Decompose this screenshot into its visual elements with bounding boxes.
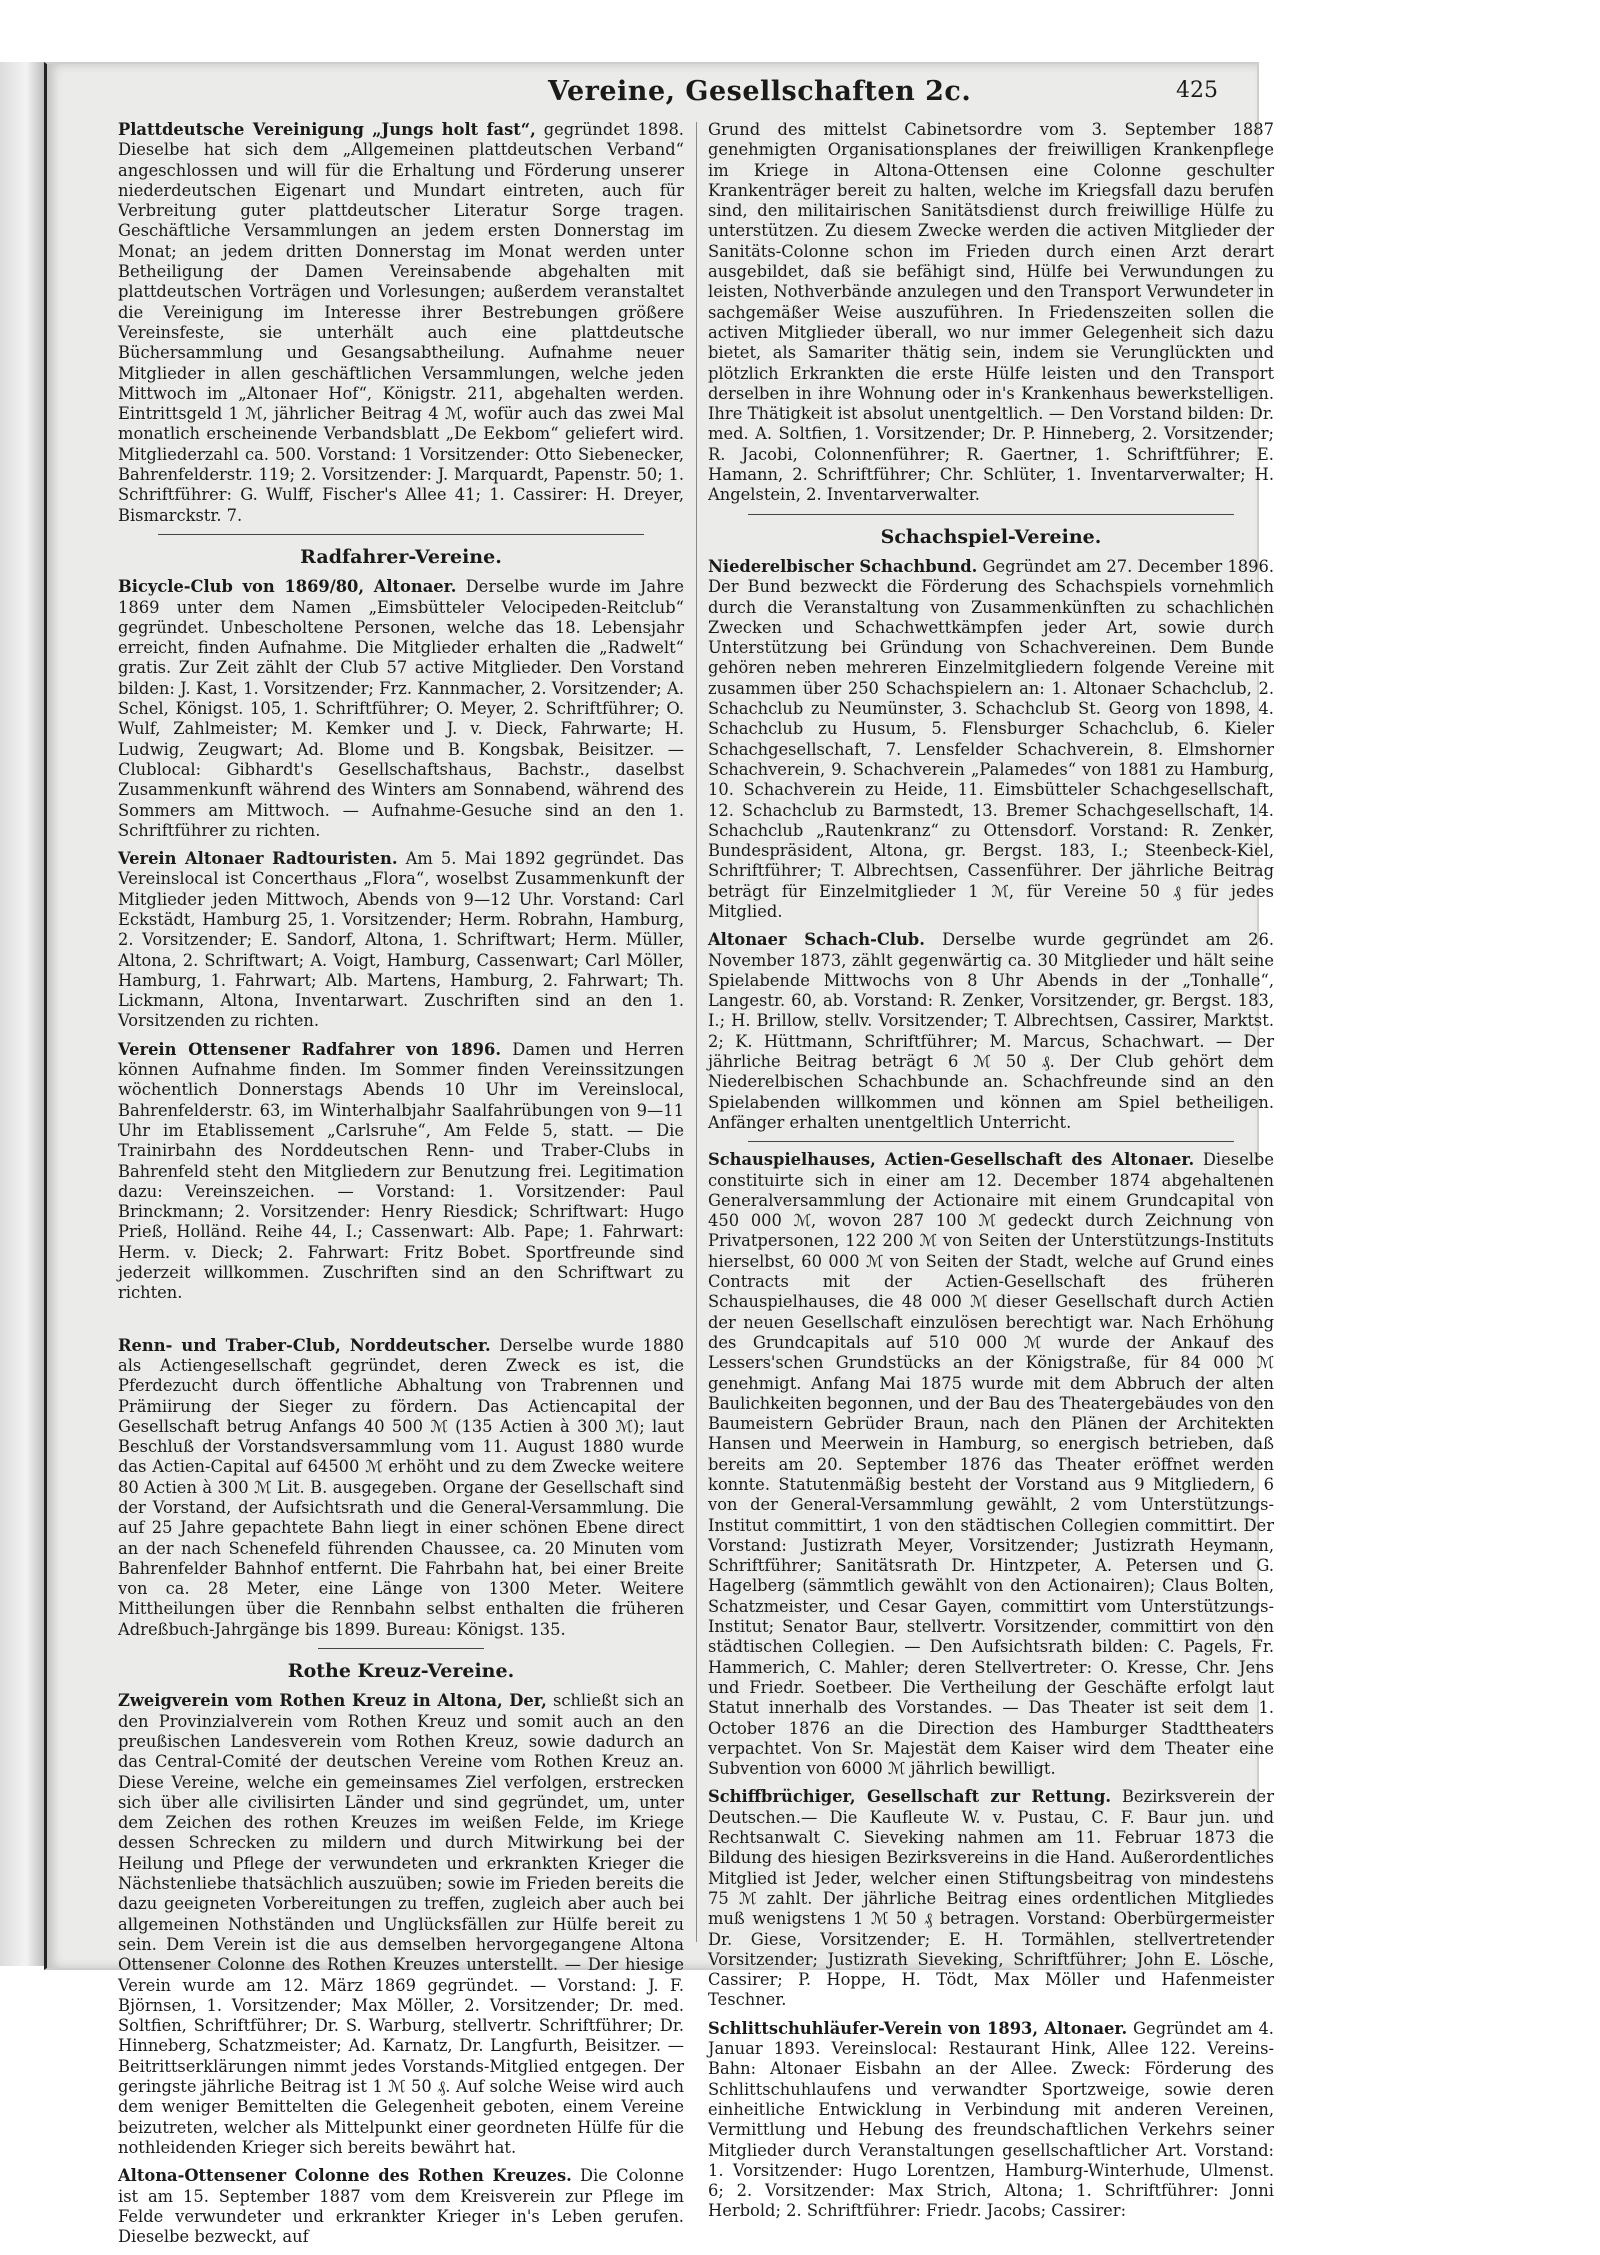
column-divider bbox=[696, 122, 697, 1942]
entry-body: Grund des mittelst Cabinetsordre vom 3. September 1887 genehmigten Organisationsplanes der freiwilligen Krankenpflege im Kriege in Altona-Ottensen eine Colonne geschulter Krankenträger bereit zu halten, welche im Kriegsfall dazu berufen sind, den militairischen Sanitätsdienst durch freiwillige Hülfe zu unterstützen. Zu diesem Zwecke werden die activen Mitglieder der Sanitäts-Colonne schon im Frieden durch einen Arzt derart ausgebildet, daß sie befähigt sind, Hülfe bei Verwundungen zu leisten, Nothverbände anzulegen und den Transport Verwundeter in sachgemäßer Weise auszuführen. In Friedenszeiten sollen die activen Mitglieder überall, wo nur immer Gelegenheit sich dazu bietet, als Samariter thätig sein, indem sie Verunglückten und plötzlich Erkrankten die erste Hülfe leisten und den Transport derselben in ihre Wohnung oder in's Krankenhaus bewerkstelligen. Ihre Thätigkeit ist absolut unentgeltlich. — Den Vorstand bilden: Dr. med. A. Soltfien, 1. Vorsitzender; Dr. P. Hinneberg, 2. Vorsitzender; R. Jacobi, Colonnenführer; R. Gaertner, 1. Schriftführer; E. Hamann, 2. Schriftführer; Chr. Schlüter, 1. Inventarverwalter; H. Angelstein, 2. Inventarverwalter. bbox=[708, 120, 1274, 505]
entry-heading: Schiffbrüchiger, Gesellschaft zur Rettung. bbox=[708, 1787, 1112, 1807]
page-number: 425 bbox=[1176, 78, 1218, 103]
entry-heading: Altona-Ottensener Colonne des Rothen Kreuzes. bbox=[118, 2166, 572, 2186]
left-column bbox=[118, 120, 684, 2255]
entry-radtouristen bbox=[118, 849, 684, 1032]
entry-heading: Plattdeutsche Vereinigung „Jungs holt fast“, bbox=[118, 120, 536, 139]
entry-ottensener-radfahrer bbox=[118, 1040, 684, 1304]
section-heading-schach: Schachspiel-Vereine. bbox=[880, 525, 1102, 548]
entry-heading: Schlittschuhläufer-Verein von 1893, Altonaer. bbox=[708, 2018, 1128, 2038]
entry-body: Damen und Herren können Aufnahme finden. Im Sommer finden Vereinssitzungen wöchentlich Donnerstags Abends 10 Uhr im Vereinslocal, Bahrenfelderstr. 63, im Winterhalbjahr Saalfahrübungen von 9—11 Uhr im Etablissement „Carlsruhe“, Am Felde 5, statt. — Die Trainirbahn des Norddeutschen Renn- und Traber-Clubs in Bahrenfeld steht den Mitgliedern zur Benutzung frei. Legitimation dazu: Vereinszeichen. — Vorstand: 1. Vorsitzender: Paul Brinckmann; 2. Vorsitzender: Henry Riesdick; Schriftwart: Hugo Prieß, Holländ. Reihe 44, I.; Cassenwart: Alb. Pape; 1. Fahrwart: Herm. v. Dieck; 2. Fahrwart: Fritz Bobet. Sportfreunde sind jederzeit willkommen. Zuschriften sind an den Schriftwart zu richten. bbox=[118, 1039, 684, 1303]
entry-heading: Niederelbischer Schachbund. bbox=[708, 556, 978, 576]
entry-schiffbruechiger bbox=[708, 1787, 1274, 2010]
entry-heading: Altonaer Schach-Club. bbox=[708, 930, 925, 950]
entry-schlittschuhlaeufer bbox=[708, 2019, 1274, 2222]
entry-heading: Renn- und Traber-Club, Norddeutscher. bbox=[118, 1335, 491, 1355]
entry-body: Derselbe wurde 1880 als Actiengesellschaft gegründet, deren Zweck es ist, die Pferdezucht durch öffentliche Abhaltung von Trabrennen und Prämiirung der Sieger zu fördern. Das Actiencapital der Gesellschaft betrug Anfangs 40 500 ℳ (135 Actien à 300 ℳ); laut Beschluß der Vorstandsversammlung vom 11. August 1880 wurde das Actien-Capital auf 64500 ℳ erhöht und zu dem Zwecke weitere 80 Actien à 300 ℳ Lit. B. ausgegeben. Organe der Gesellschaft sind der Vorstand, der Aufsichtsrath und die General-Versammlung. Die auf 25 Jahre gepachtete Bahn liegt in einer schönen Ebene direct an der nach Schenefeld führenden Chaussee, ca. 20 Minuten vom Bahrenfelder Bahnhof entfernt. Die Fahrbahn hat, bei einer Breite von ca. 28 Meter, eine Länge von 1300 Meter. Weitere Mittheilungen über die Rennbahn selbst enthalten die früheren Adreßbuch-Jahrgänge bis 1899. Bureau: Königst. 135. bbox=[118, 1335, 684, 1639]
entry-plattdeutsch bbox=[118, 120, 684, 526]
entry-bicycle-club bbox=[118, 577, 684, 841]
section-rule bbox=[748, 1141, 1234, 1142]
section-rule bbox=[318, 1648, 484, 1649]
entry-body: Die Colonne ist am 15. September 1887 vom dem Kreisverein zur Pflege im Felde verwundeter und erkrankter Krieger in's Leben gerufen. Dieselbe bezweckt, auf bbox=[118, 2166, 684, 2247]
entry-schauspielhaus bbox=[708, 1150, 1274, 1779]
entry-heading: Zweigverein vom Rothen Kreuz in Altona, Der, bbox=[118, 1691, 547, 1711]
entry-body: Dieselbe constituirte sich in einer am 12. December 1874 abgehaltenen Generalversammlung der Actionaire mit einem Grundcapital von 450 000 ℳ, wovon 287 100 ℳ gedeckt durch Zeichnung von Privatpersonen, 122 200 ℳ von Seiten der Unterstützungs-Instituts hierselbst, 60 000 ℳ von Seiten der Stadt, welche auf Grund eines Contracts mit der Actien-Gesellschaft des früheren Schauspielhauses, die 48 000 ℳ dieser Gesellschaft durch Actien der neuen Gesellschaft einzulösen berechtigt war. Nach Erhöhung des Grundcapitals auf 510 000 ℳ wurde der Ankauf des Lessers'schen Grundstücks an der Königstraße, für 84 000 ℳ genehmigt. Anfang Mai 1875 wurde mit dem Abbruch der alten Baulichkeiten begonnen, und der Bau des Theatergebäudes von den Baumeistern Gebrüder Braun, nach den Plänen der Architekten Hansen und Meerwein in Hamburg, so energisch betrieben, daß bereits am 20. September 1876 das Theater eröffnet werden konnte. Statutenmäßig besteht der Vorstand aus 9 Mitgliedern, 6 von der General-Versammlung gewählt, 2 vom Unterstützungs-Institut committirt, 1 von den städtischen Collegien committirt. Der Vorstand: Justizrath Meyer, Vorsitzender; Justizrath Heymann, Schriftführer; Sanitätsrath Dr. Hintzpeter, A. Petersen und G. Hagelberg (sämmtlich gewählt von den Actionairen); Claus Bolten, Schatzmeister, und Cesar Gayen, committirt vom Unterstützungs-Institut; Senator Baur, stellvertr. Vorsitzender, committirt von den städtischen Collegien. — Den Aufsichtsrath bilden: C. Pagels, Fr. Hammerich, C. Mahler; deren Stellvertreter: O. Kresse, Chr. Jens und Friedr. Soetbeer. Die Vertheilung der Geschäfte erfolgt laut Statut innerhalb des Vorstandes. — Das Theater ist seit dem 1. October 1876 an die Direction des Hamburger Stadttheaters verpachtet. Von Sr. Majestät dem Kaiser wird dem Theater eine Subvention von 6000 ℳ jährlich bewilligt. bbox=[708, 1150, 1274, 1779]
right-column bbox=[708, 120, 1274, 2230]
entry-body: Derselbe wurde gegründet am 26. November 1873, zählt gegenwärtig ca. 30 Mitglieder und hält seine Spielabende Mittwochs von 8 Uhr Abends in der „Tonhalle“, Langestr. 60, ab. Vorstand: R. Zenker, Vorsitzender, gr. Bergst. 183, I.; H. Brillow, stellv. Vorsitzender; T. Albrechtsen, Cassirer, Marktst. 2; K. Hüttmann, Schriftführer; M. Marcus, Schachwart. — Der jährliche Beitrag beträgt 6 ℳ 50 ₰. Der Club gehört dem Niederelbischen Schachbunde an. Schachfreunde sind an den Spielabenden willkommen und können am Spiel betheiligen. Anfänger erhalten unentgeltlich Unterricht. bbox=[708, 930, 1275, 1132]
entry-altonaer-schach-club bbox=[708, 930, 1274, 1133]
running-title: Vereine, Gesellschaften 2c. bbox=[548, 76, 972, 107]
entry-body: Am 5. Mai 1892 gegründet. Das Vereinslocal ist Concerthaus „Flora“, woselbst Zusammenkunft der Mitglieder jeden Mittwoch, Abends von 9—12 Uhr. Vorstand: Carl Eckstädt, Hamburg 25, 1. Vorsitzender; Herm. Robrahn, Hamburg, 2. Vorsitzender; E. Sandorf, Altona, 1. Schriftwart; Herm. Müller, Altona, 2. Schriftwart; A. Voigt, Hamburg, Cassenwart; Carl Möller, Hamburg, 1. Fahrwart; Alb. Martens, Hamburg, 2. Fahrwart; Th. Lickmann, Altona, Inventarwart. Zuschriften sind an den 1. Vorsitzenden zu richten. bbox=[118, 849, 684, 1031]
section-heading-radfahrer: Radfahrer-Vereine. bbox=[300, 545, 502, 568]
entry-heading: Schauspielhauses, Actien-Gesellschaft des Altonaer. bbox=[708, 1150, 1195, 1170]
entry-body: Gegründet am 27. December 1896. Der Bund bezweckt die Förderung des Schachspiels vornehmlich durch die Veranstaltung von Zusammenkünften zu schachlichen Zwecken und Schachwettkämpfen jeder Art, sowie durch Unterstützung bei Gründung von Schachvereinen. Dem Bunde gehören neben mehreren Einzelmitgliedern folgende Vereine mit zusammen über 250 Schachspielern an: 1. Altonaer Schachclub, 2. Schachclub zu Neumünster, 3. Schachclub St. Georg von 1898, 4. Schachclub zu Husum, 5. Flensburger Schachclub, 6. Kieler Schachgesellschaft, 7. Lensfelder Schachverein, 8. Elmshorner Schachverein, 9. Schachverein „Palamedes“ von 1881 zu Hamburg, 10. Schachverein zu Heide, 11. Eimsbütteler Schachgesellschaft, 12. Schachclub zu Barmstedt, 13. Bremer Schachgesellschaft, 14. Schachclub „Rautenkranz“ zu Ottensdorf. Vorstand: R. Zenker, Bundespräsident, Altona, gr. Bergst. 183, I.; Steenbeck-Kiel, Schriftführer; T. Albrechtsen, Cassenführer. Der jährliche Beitrag beträgt für Einzelmitglieder 1 ℳ, für Vereine 50 ₰ für jedes Mitglied. bbox=[708, 556, 1274, 921]
entry-body: Gegründet am 4. Januar 1893. Vereinslocal: Restaurant Hink, Allee 122. Vereins-Bahn: Altonaer Eisbahn an der Allee. Zweck: Förderung des Schlittschuhlaufens und verwandter Sportzweige, sowie deren einheitliche Entwicklung in Verbindung mit anderen Vereinen, Vermittlung und Hebung des freundschaftlichen Verkehrs seiner Mitglieder durch Veranstaltungen gesellschaftlicher Art. Vorstand: 1. Vorsitzender: Hugo Lorentzen, Hamburg-Winterhude, Ulmenst. 6; 2. Vorsitzender: Max Strich, Altona; 1. Schriftführer: Jonni Herbold; 2. Schriftführer: Friedr. Jacobs; Cassirer: bbox=[708, 2018, 1274, 2221]
entry-body: Derselbe wurde im Jahre 1869 unter dem Namen „Eimsbütteler Velocipeden-Reitclub“ gegründet. Unbescholtene Personen, welche das 18. Lebensjahr erreicht, finden Aufnahme. Die Mitglieder erhalten die „Radwelt“ gratis. Zur Zeit zählt der Club 57 active Mitglieder. Den Vorstand bilden: J. Kast, 1. Vorsitzender; Frz. Kannmacher, 2. Vorsitzender; A. Schel, Königst. 105, 1. Schriftführer; O. Meyer, 2. Schriftführer; O. Wulf, Zahlmeister; M. Kemker und J. v. Dieck, Fahrwarte; H. Ludwig, Zeugwart; Ad. Blome und B. Kongsbak, Beisitzer. — Clublocal: Gibhardt's Gesellschaftshaus, Bachstr., daselbst Zusammenkunft während des Winters am Sonnabend, während des Sommers am Mittwoch. — Aufnahme-Gesuche sind an den 1. Schriftführer zu richten. bbox=[118, 577, 684, 840]
entry-body: gegründet 1898. Dieselbe hat sich dem „Allgemeinen plattdeutschen Verband“ angeschlossen und will für die Erhaltung und Förderung unserer niederdeutschen Eigenart und Mundart eintreten, auch für Verbreitung guter plattdeutscher Literatur Sorge tragen. Geschäftliche Versammlungen an jedem ersten Donnerstag im Monat; an jedem dritten Donnerstag im Monat werden unter Betheiligung der Damen Vereinsabende abgehalten mit plattdeutschen Vorträgen und Vorlesungen; außerdem veranstaltet die Vereinigung im Interesse ihrer Bestrebungen größere Vereinsfeste, sie unterhält auch eine plattdeutsche Büchersammlung und Gesangsabtheilung. Aufnahme neuer Mitglieder in allen geschäftlichen Versammlungen, welche jeden Mittwoch im „Altonaer Hof“, Königstr. 211, abgehalten werden. Eintrittsgeld 1 ℳ, jährlicher Beitrag 4 ℳ, wofür auch das zwei Mal monatlich erscheinende Verbandsblatt „De Eekbom“ geliefert wird. Mitgliederzahl ca. 500. Vorstand: 1 Vorsitzender: Otto Siebenecker, Bahrenfelderstr. 119; 2. Vorsitzender: J. Marquardt, Papenstr. 50; 1. Schriftführer: G. Wulff, Fischer's Allee 41; 1. Cassirer: H. Dreyer, Bismarckstr. 7. bbox=[118, 120, 684, 525]
binding-edge bbox=[0, 62, 46, 1966]
entry-heading: Verein Altonaer Radtouristen. bbox=[118, 849, 398, 869]
section-rule bbox=[748, 514, 1234, 515]
section-rule bbox=[158, 534, 644, 535]
entry-colonne-continued bbox=[708, 120, 1274, 506]
entry-body: schließt sich an den Provinzialverein vom Rothen Kreuz und somit auch an den preußischen Landesverein vom Rothen Kreuz, sowie dadurch an das Central-Comité der deutschen Vereine vom Rothen Kreuz an. Diese Vereine, welche ein gemeinsames Ziel verfolgen, erstrecken sich über alle civilisirten Länder und sind gegründet, um, unter dem Zeichen des rothen Kreuzes im weißen Felde, im Kriege dessen Schrecken zu mildern und durch Mitwirkung bei der Heilung und Pflege der verwundeten und erkrankten Krieger die Nächstenliebe thatsächlich auszuüben; sowie im Frieden bereits die dazu geeigneten Vorbereitungen zu treffen, zugleich aber auch bei allgemeinen Nothständen und Unglücksfällen zur Hülfe bereit zu sein. Dem Verein ist die aus demselben hervorgegangene Altona Ottensener Colonne des Rothen Kreuzes unterstellt. — Der hiesige Verein wurde am 12. März 1869 gegründet. — Vorstand: J. F. Björnsen, 1. Vorsitzender; Max Möller, 2. Vorsitzender; Dr. med. Soltfien, Schriftführer; Dr. S. Warburg, stellvertr. Schriftführer; Dr. Hinneberg, Schatzmeister; Ad. Karnatz, Dr. Langfurth, Beisitzer. — Beitrittserklärungen nimmt jedes Vorstands-Mitglied entgegen. Der geringste jährliche Beitrag ist 1 ℳ 50 ₰. Auf solche Weise wird auch dem weniger Bemittelten die Gelegenheit geboten, einem Vereine beizutreten, welcher als Mittelpunkt einer geordneten Hülfe für die nothleidenden Krieger sich bereits bewährt hat. bbox=[118, 1691, 684, 2157]
entry-body: Bezirksverein der Deutschen.— Die Kaufleute W. v. Pustau, C. F. Baur jun. und Rechtsanwalt C. Sieveking nahmen am 11. Februar 1873 die Bildung des hiesigen Bezirksvereins in die Hand. Außerordentliches Mitglied ist Jeder, welcher einen Stiftungsbeitrag von mindestens 75 ℳ zahlt. Der jährliche Beitrag eines ordentlichen Mitgliedes muß wenigstens 1 ℳ 50 ₰ betragen. Vorstand: Oberbürgermeister Dr. Giese, Vorsitzender; E. H. Tormählen, stellvertretender Vorsitzender; Justizrath Sieveking, Schriftführer; John E. Lösche, Cassirer; P. Hoppe, H. Tödt, Max Möller und Hafenmeister Teschner. bbox=[708, 1787, 1274, 2010]
page-header bbox=[118, 76, 1218, 116]
entry-colonne-rothes-kreuz bbox=[118, 2166, 684, 2247]
entry-renn-traber-club bbox=[118, 1336, 684, 1640]
section-heading-rothe-kreuz: Rothe Kreuz-Vereine. bbox=[287, 1660, 515, 1683]
entry-heading: Verein Ottensener Radfahrer von 1896. bbox=[118, 1039, 502, 1059]
entry-zweigverein-rothes-kreuz bbox=[118, 1691, 684, 2158]
entry-heading: Bicycle-Club von 1869/80, Altonaer. bbox=[118, 577, 457, 597]
entry-niederelbischer-schachbund bbox=[708, 557, 1274, 922]
